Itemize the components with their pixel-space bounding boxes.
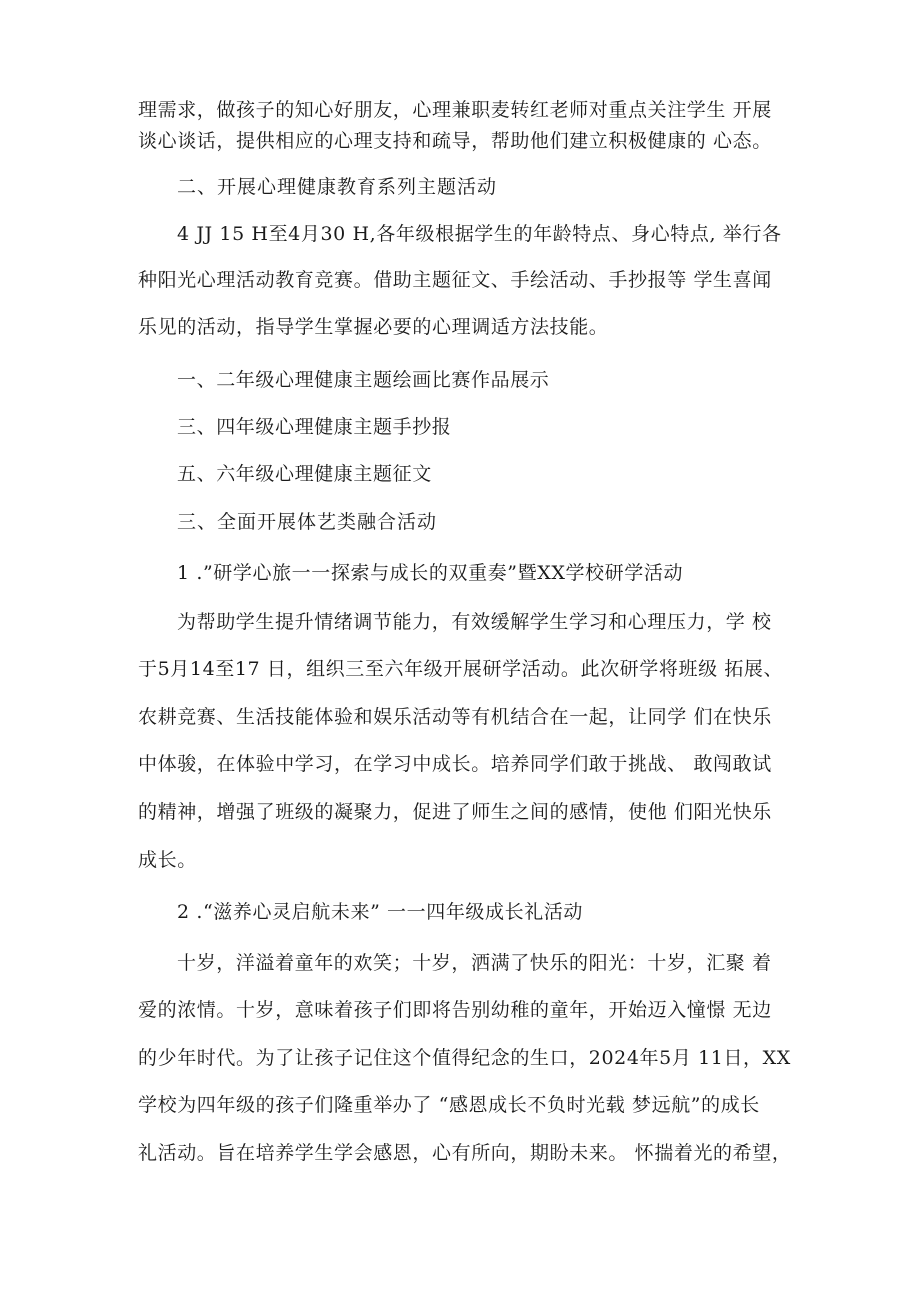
- section-heading-2: 二、开展心理健康教育系列主题活动: [177, 176, 498, 198]
- paragraph-line: 谈心谈话，提供相应的心理支持和疏导，帮助他们建立积极健康的 心态。: [138, 130, 772, 152]
- paragraph-line: 十岁，洋溢着童年的欢笑；十岁，洒满了快乐的阳光：十岁，汇聚 着: [177, 952, 772, 974]
- paragraph-line: 农耕竞赛、生活技能体验和娱乐活动等有机结合在一起，让同学 们在快乐: [138, 706, 772, 728]
- sub-item: 三、四年级心理健康主题手抄报: [177, 416, 452, 438]
- paragraph-line: 理需求，做孩子的知心好朋友，心理兼职麦转红老师对重点关注学生 开展: [138, 99, 772, 121]
- paragraph-line: 于5月14至17 日，组织三至六年级开展研学活动。此次研学将班级 拓展、: [138, 658, 784, 680]
- paragraph-line: 乐见的活动，指导学生掌握必要的心理调适方法技能。: [138, 316, 609, 338]
- paragraph-line: 的少年时代。为了让孩子记住这个值得纪念的生口，2024年5月 11日，XX: [138, 1047, 791, 1069]
- section-heading-3: 三、全面开展体艺类融合活动: [177, 511, 438, 533]
- item-title: 1 .”研学心旅一一探索与成长的双重奏”暨XX学校研学活动: [177, 562, 684, 584]
- paragraph-line: 的精神，增强了班级的凝聚力，促进了师生之间的感情，使他 们阳光快乐: [138, 801, 772, 823]
- paragraph-line: 成长。: [138, 849, 197, 871]
- paragraph-line: 礼活动。旨在培养学生学会感恩，心有所向，期盼未来。 怀揣着光的希望，: [138, 1142, 792, 1164]
- sub-item: 五、六年级心理健康主题征文: [177, 463, 432, 485]
- paragraph-line: 中体骏，在体验中学习，在学习中成长。培养同学们敢于挑战、 敢闯敢试: [138, 753, 772, 775]
- paragraph-line: 为帮助学生提升情绪调节能力，有效缓解学生学习和心理压力，学 校: [177, 611, 772, 633]
- paragraph-line: 爱的浓情。十岁，意味着孩子们即将告别幼稚的童年，开始迈入憧憬 无边: [138, 999, 772, 1021]
- item-title: 2 .“滋养心灵启航未来” 一一四年级成长礼活动: [177, 901, 584, 923]
- sub-item: 一、二年级心理健康主题绘画比赛作品展示: [177, 369, 550, 391]
- paragraph-line: 种阳光心理活动教育竞赛。借助主题征文、手绘活动、手抄报等 学生喜闻: [138, 269, 772, 291]
- paragraph-line: 学校为四年级的孩子们隆重举办了 “感恩成长不负时光载 梦远航”的成长: [138, 1094, 760, 1116]
- paragraph-line: 4 JJ 15 H至4月30 H,各年级根据学生的年龄特点、身心特点, 举行各: [177, 223, 782, 245]
